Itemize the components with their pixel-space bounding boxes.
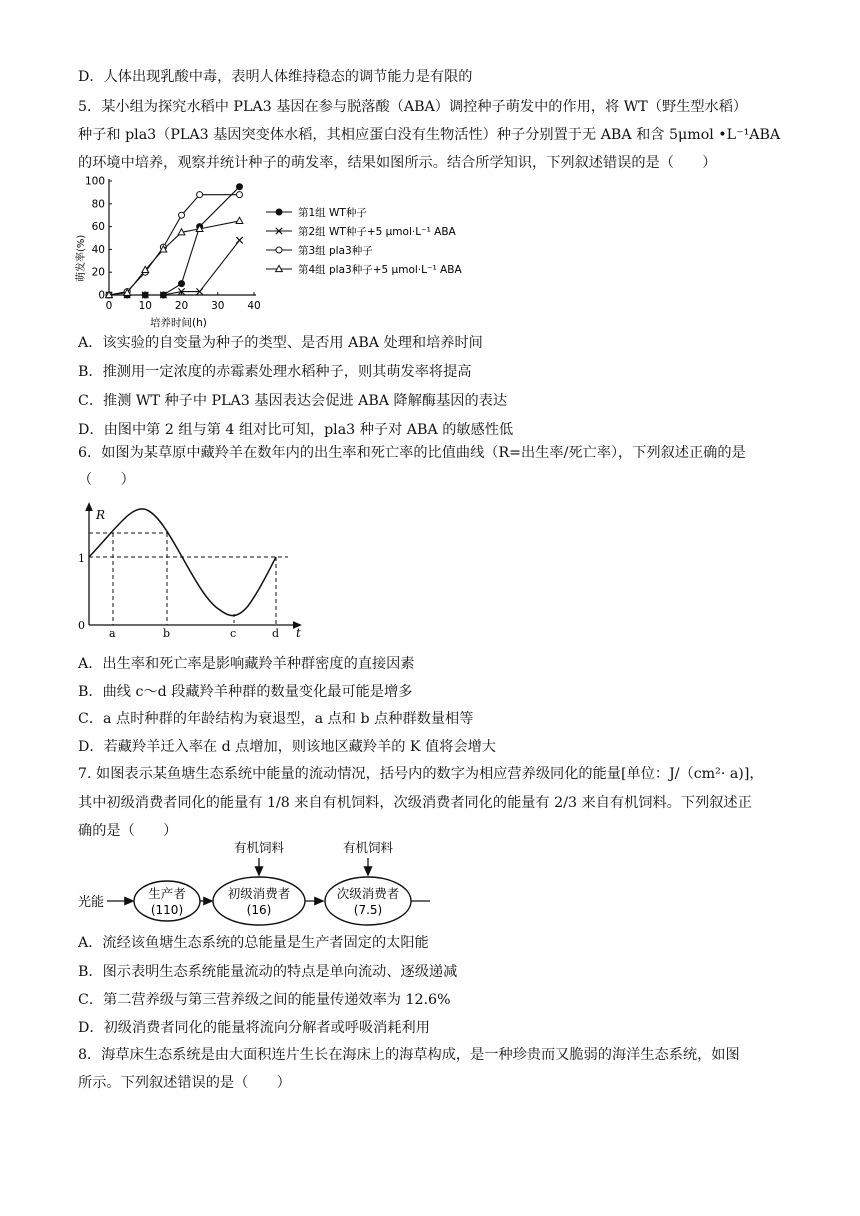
q5-option-c: C．推测 WT 种子中 PLA3 基因表达会促进 ABA 降解酶基因的表达 [78,393,508,409]
q6-x-axis-label: t [296,626,301,640]
q6-y-tick-0: 0 [78,619,85,632]
q7-option-b: B．图示表明生态系统能量流动的特点是单向流动、逐级递减 [78,964,458,980]
chart1-legend-entry-1 [266,206,367,219]
q5-option-a: A．该实验的自变量为种子的类型、是否用 ABA 处理和培养时间 [78,335,483,351]
q7-option-d: D．初级消费者同化的能量将流向分解者或呼吸消耗利用 [78,1020,430,1036]
chart1-legend-entry-2 [266,225,457,238]
chart1-data-point [237,184,243,190]
chart1-legend-marker [276,209,282,215]
q7-stem-line3: 确的是（ ） [78,823,178,839]
q7-energy-flow-diagram [74,838,444,933]
chart1-y-tick-label: 100 [84,175,105,188]
primary-consumer-value: (16) [246,903,272,917]
chart1-y-tick-label: 20 [91,266,105,279]
chart1-axes [85,176,261,313]
q5-stem-line3: 的环境中培养，观察并统计种子的萌发率，结果如图所示。结合所学知识，下列叙述错误的是（ ） [78,155,717,171]
secondary-consumer-node [325,877,411,925]
chart1-series-line [109,221,240,295]
chart1-series-4 [106,217,243,297]
primary-consumer-name: 初级消费者 [227,886,291,901]
chart1-data-point [236,217,243,223]
q6-option-c: C．a 点时种群的年龄结构为衰退型，a 点和 b 点种群数量相等 [78,711,474,727]
q6-stem-line2: （ ） [78,472,135,488]
q7-stem-line1: 7. 如图表示某鱼塘生态系统中能量的流动情况，括号内的数字为相应营养级同化的能量[单位：J/（cm²· a)]， [78,766,764,782]
chart1-x-tick-label: 10 [138,300,152,312]
q6-y-axis-label: R [96,508,106,522]
chart1-legend-label: 第3组 pla3种子 [298,245,373,257]
chart1-y-tick-label: 80 [91,198,105,211]
chart1-series [106,184,243,299]
chart1-legend-entry-4 [266,263,462,276]
chart1-series-line [109,195,240,295]
q8-stem-line2: 所示。下列叙述错误的是（ ） [78,1075,291,1091]
q5-stem-line2: 种子和 pla3（PLA3 基因突变体水稻，其相应蛋白没有生物活性）种子分别置于无 ABA 和含 5μmol •L⁻¹ABA [78,127,781,143]
primary-consumer-node [213,877,305,925]
q6-option-b: B．曲线 c～d 段藏羚羊种群的数量变化最可能是增多 [78,684,413,700]
chart1-x-tick-label: 30 [211,300,225,312]
chart1-legend-label: 第1组 WT种子 [298,207,367,219]
q6-r-curve-chart [70,500,320,645]
feed-label-1: 有机饲料 [233,840,285,855]
flow-source-label: 光能 [78,895,105,910]
q6-r-curve [89,509,276,616]
q5-option-d: D．由图中第 2 组与第 4 组对比可知，pla3 种子对 ABA 的敏感性低 [78,422,514,438]
q5-germination-chart [72,172,492,332]
chart1-data-point [237,192,243,198]
chart1-legend-label: 第4组 pla3种子+5 μmol·L⁻¹ ABA [298,264,462,276]
feed-label-2: 有机饲料 [342,840,394,855]
q6-stem-line1: 6．如图为某草原中藏羚羊在数年内的出生率和死亡率的比值曲线（R=出生率/死亡率），下列叙述正确的是 [78,445,746,461]
chart1-y-tick-label: 60 [91,221,105,234]
secondary-consumer-name: 次级消费者 [336,886,400,901]
q5-option-b: B．推测用一定浓度的赤霉素处理水稻种子，则其萌发率将提高 [78,364,472,380]
chart1-data-point [179,212,185,218]
chart1-data-point [179,281,185,287]
q8-stem-line1: 8．海草床生态系统是由大面积连片生长在海床上的海草构成，是一种珍贵而又脆弱的海洋生态系统，如图 [78,1047,740,1063]
q6-x-tick-d: d [272,627,280,640]
producer-value: (110) [150,903,184,917]
chart1-series-line [109,240,240,295]
chart1-y-axis-label: 萌发率(%) [76,234,87,282]
q6-option-d: D．若藏羚羊迁入率在 d 点增加，则该地区藏羚羊的 K 值将会增大 [78,739,496,755]
chart1-x-tick-label: 40 [247,300,261,312]
q6-option-a: A．出生率和死亡率是影响藏羚羊种群密度的直接因素 [78,656,415,672]
q5-stem-line1: 5．某小组为探究水稻中 PLA3 基因在参与脱落酸（ABA）调控种子萌发中的作用，将 WT（野生型水稻） [78,99,748,115]
chart1-data-point [197,192,203,198]
chart1-legend [266,206,462,276]
secondary-consumer-value: (7.5) [353,903,383,917]
chart1-legend-label: 第2组 WT种子+5 μmol·L⁻¹ ABA [298,226,456,238]
chart1-series-line [109,187,240,295]
chart1-y-tick-label: 0 [98,289,105,302]
q6-x-tick-a: a [109,627,116,640]
q7-stem-line2: 其中初级消费者同化的能量有 1/8 来自有机饲料，次级消费者同化的能量有 2/3 来自有机饲料。下列叙述正 [78,795,752,811]
chart1-x-tick-label: 0 [105,300,113,312]
q6-x-tick-b: b [163,627,171,640]
chart1-data-point [236,237,242,243]
q7-option-a: A．流经该鱼塘生态系统的总能量是生产者固定的太阳能 [78,935,429,951]
chart1-legend-marker [276,247,282,253]
chart1-y-tick-label: 40 [91,243,105,256]
chart1-series-3 [106,192,243,298]
q6-x-tick-c: c [230,627,237,640]
chart1-series-1 [106,184,243,298]
producer-name: 生产者 [148,886,186,901]
q4-option-d: D．人体出现乳酸中毒，表明人体维持稳态的调节能力是有限的 [78,69,473,85]
q6-y-tick-1: 1 [78,552,85,565]
chart1-x-tick-label: 20 [174,300,189,312]
chart1-legend-entry-3 [266,244,373,257]
q7-option-c: C．第二营养级与第三营养级之间的能量传递效率为 12.6% [78,992,451,1008]
chart1-x-axis-label: 培养时间(h) [150,317,207,329]
